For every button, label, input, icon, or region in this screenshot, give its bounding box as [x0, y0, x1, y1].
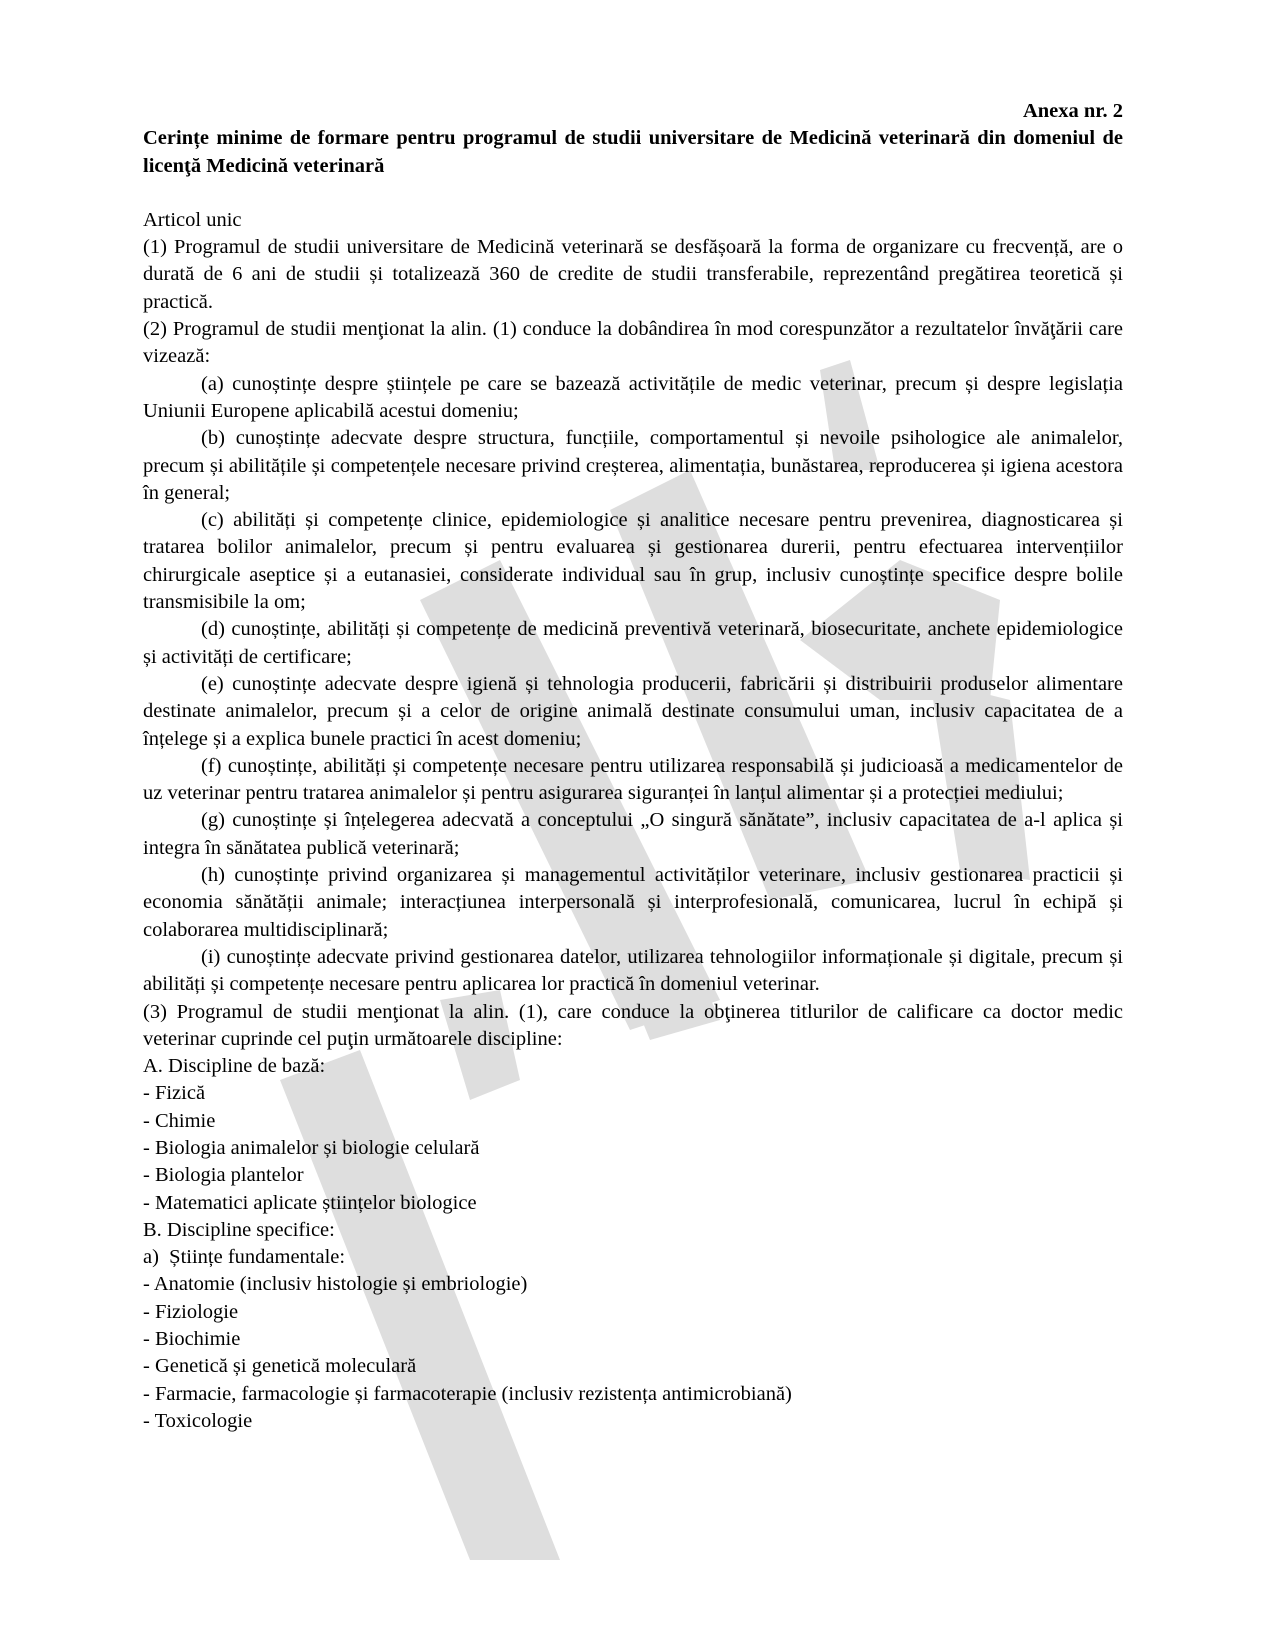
list-item-a: (a) cunoștințe despre științele pe care se bazează activitățile de medic veterinar, precum și despre legislația Uniunii Europene aplicabilă acestui domeniu;: [143, 372, 1123, 422]
list-item-g: (g) cunoștințe și înțelegerea adecvată a conceptului „O singură sănătate”, inclusiv capacitatea de a-l aplica și integra în sănătatea publică veterinară;: [143, 809, 1123, 859]
discipline-item: - Biologia animalelor și biologie celulară: [143, 1136, 480, 1159]
discipline-item: - Genetică și genetică moleculară: [143, 1355, 417, 1378]
list-item-b: (b) cunoștințe adecvate despre structura, funcțiile, comportamentul și nevoile psihologice ale animalelor, precum și abilitățile și competențele necesare privind creșterea, alimentația, bunăstarea, reproducerea și igiena acestora în general;: [143, 427, 1123, 504]
discipline-item: - Chimie: [143, 1109, 216, 1132]
list-item-h: (h) cunoștințe privind organizarea și managementul activităților veterinare, inclusiv gestionarea practicii și economia sănătății animale; interacțiunea interpersonală și interprofesională, comunicarea, lucrul în echipă și colaborarea multidisciplinară;: [143, 864, 1123, 941]
document-title: Cerințe minime de formare pentru programul de studii universitare de Medicină veterinară din domeniul de licenţă Medicină veterinară: [143, 127, 1123, 177]
discipline-item: - Fiziologie: [143, 1300, 239, 1323]
list-item-d: (d) cunoștințe, abilități și competențe de medicină preventivă veterinară, biosecuritate, anchete epidemiologice și activități de certificare;: [143, 618, 1123, 668]
paragraph-2: (2) Programul de studii menţionat la alin. (1) conduce la dobândirea în mod corespunzător a rezultatelor învăţării care vizează:: [143, 318, 1123, 368]
paragraph-1: (1) Programul de studii universitare de Medicină veterinară se desfășoară la forma de organizare cu frecvență, are o durată de 6 ani de studii și totalizează 360 de credite de studii transferabile, reprezentând pregătirea teoretică și practică.: [143, 236, 1123, 313]
list-item-i: (i) cunoștințe adecvate privind gestionarea datelor, utilizarea tehnologiilor informaționale și digitale, precum și abilități și competențe necesare pentru aplicarea lor practică în domeniul veterinar.: [143, 945, 1123, 996]
list-item-e: (e) cunoștințe adecvate despre igienă și tehnologia producerii, fabricării și distribuirii produselor alimentare destinate animalelor, precum și a celor de origine animală destinate consumului uman, inclusiv capacitatea de a înțelege și a explica bunele practici în acest domeniu;: [143, 672, 1123, 750]
subsection-heading: a) Științe fundamentale:: [143, 1246, 346, 1269]
section-b-heading: B. Discipline specifice:: [143, 1218, 335, 1241]
discipline-item: - Fizică: [143, 1082, 206, 1105]
discipline-item: - Farmacie, farmacologie și farmacoterapie (inclusiv rezistența antimicrobiană): [143, 1382, 792, 1405]
document-page: [143, 98, 1123, 1435]
article-heading: Articol unic: [143, 208, 242, 231]
discipline-item: - Anatomie (inclusiv histologie și embriologie): [143, 1273, 528, 1296]
section-a-heading: A. Discipline de bază:: [143, 1055, 326, 1078]
discipline-item: - Biologia plantelor: [143, 1164, 304, 1187]
list-item-f: (f) cunoștințe, abilități și competențe necesare pentru utilizarea responsabilă și judicioasă a medicamentelor de uz veterinar pentru tratarea animalelor și pentru asigurarea siguranței în lanțul alimentar și a protecției mediului;: [143, 754, 1123, 805]
list-item-c: (c) abilități și competențe clinice, epidemiologice și analitice necesare pentru prevenirea, diagnosticarea și tratarea bolilor animalelor, precum și pentru evaluarea și gestionarea durerii, pentru efectuarea intervențiilor chirurgicale aseptice și a eutanasiei, considerate individual sau în grup, inclusiv cunoștințe specifice despre bolile transmisibile la om;: [143, 509, 1123, 614]
discipline-item: - Matematici aplicate științelor biologice: [143, 1191, 477, 1214]
paragraph-3: (3) Programul de studii menţionat la alin. (1), care conduce la obţinerea titlurilor de calificare ca doctor medic veterinar cuprinde cel puţin următoarele discipline:: [143, 1000, 1123, 1050]
discipline-item: - Biochimie: [143, 1328, 241, 1351]
annex-number: Anexa nr. 2: [1022, 100, 1123, 122]
discipline-item: - Toxicologie: [143, 1409, 253, 1432]
